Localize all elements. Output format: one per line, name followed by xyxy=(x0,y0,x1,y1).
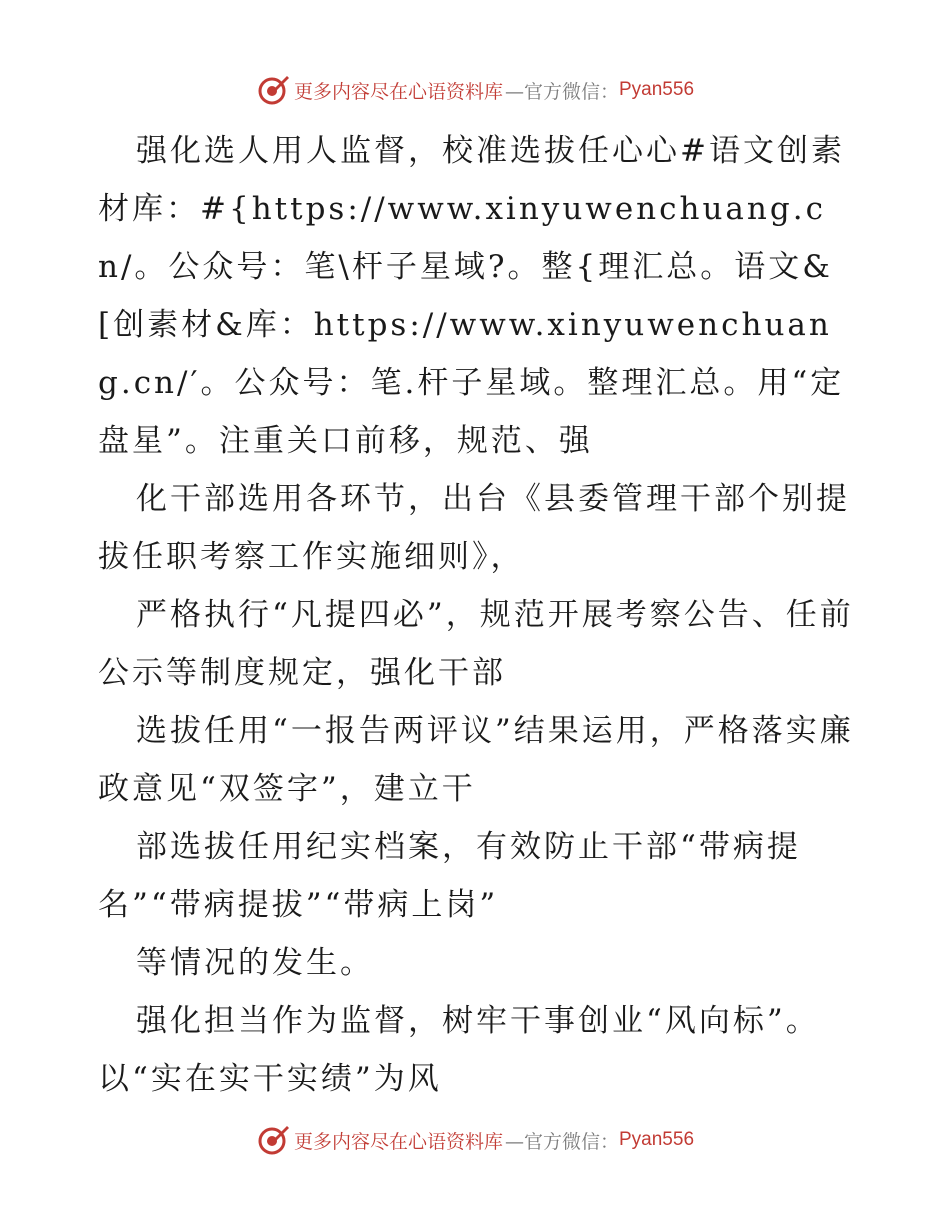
pen-logo-icon xyxy=(256,73,290,107)
pen-logo-icon xyxy=(256,1123,290,1157)
paragraph: 严格执行“凡提四必”，规范开展考察公告、任前公示等制度规定，强化干部 xyxy=(98,597,854,691)
banner-wechat-id: Pyan556 xyxy=(619,1129,695,1150)
paragraph: 强化担当作为监督，树牢干事创业“风向标”。以“实在实干实绩”为风 xyxy=(98,1003,820,1097)
banner-main-text: 更多内容尽在心语资料库 xyxy=(293,1130,503,1153)
paragraph: 部选拔任用纪实档案，有效防止干部“带病提名”“带病提拔”“带病上岗” xyxy=(98,829,801,923)
paragraph: 选拔任用“一报告两评议”结果运用，严格落实廉政意见“双签字”，建立干 xyxy=(98,713,854,807)
paragraph: 强化选人用人监督，校准选拔任心心#语文创素材库：#{https://www.xinyuwenchuang.cn/。公众号：笔\杆子星域?。整{理汇总。语文&[创素材&库：https://www.xinyuwenchuang.cn/′。公众号：笔.杆子星域。整理汇总。用“定盘星”。注重关口前移，规范、强 xyxy=(98,133,845,459)
banner-wechat-id: Pyan556 xyxy=(619,79,695,100)
header-watermark-banner xyxy=(0,70,950,110)
paragraph: 化干部选用各环节，出台《县委管理干部个别提拔任职考察工作实施细则》， xyxy=(98,481,850,575)
banner-mid-text: —官方微信： xyxy=(504,1130,619,1153)
banner-mid-text: —官方微信： xyxy=(504,80,619,103)
paragraph: 等情况的发生。 xyxy=(136,945,374,981)
footer-watermark-banner xyxy=(0,1120,950,1160)
banner-main-text: 更多内容尽在心语资料库 xyxy=(293,80,503,103)
document-body xyxy=(98,122,858,1108)
